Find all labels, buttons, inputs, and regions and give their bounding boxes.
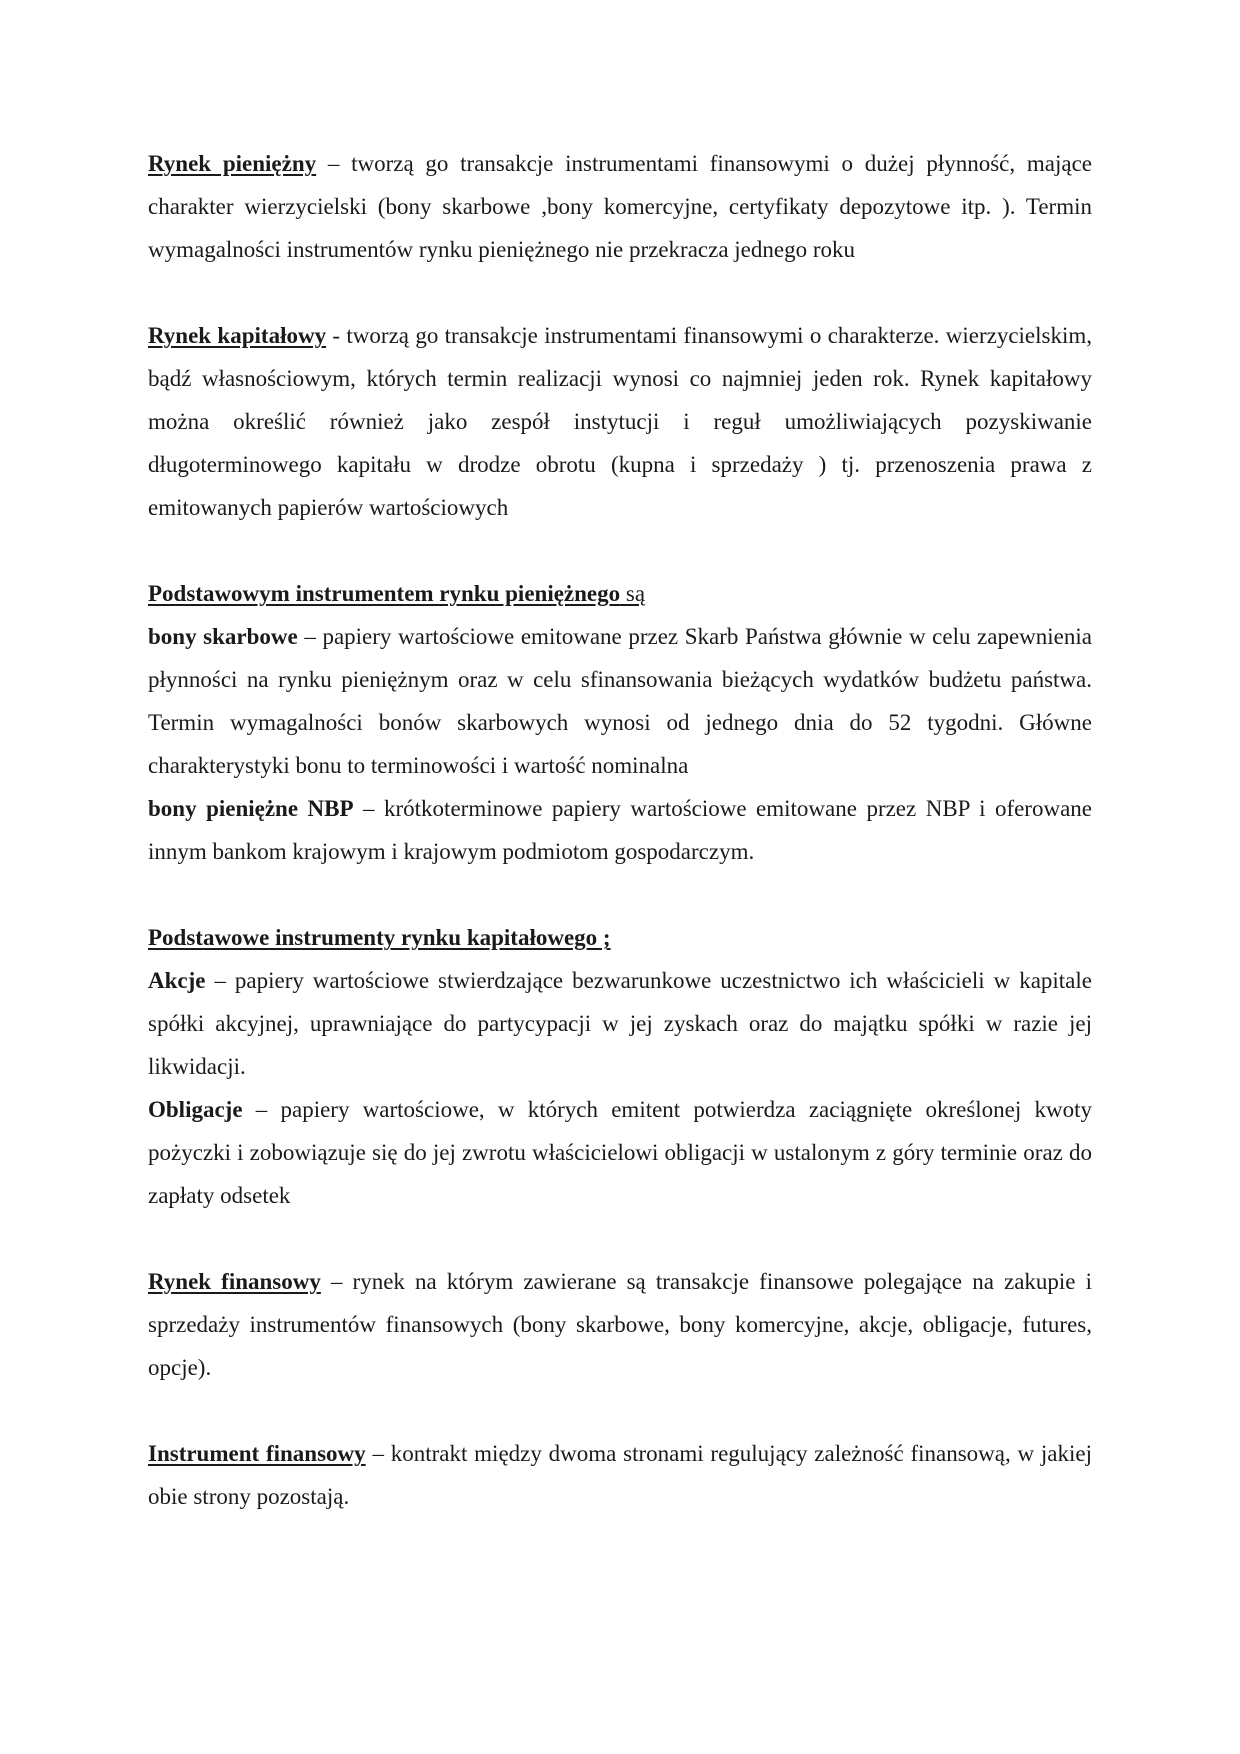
heading-instrumenty-pieniezne-text: Podstawowym instrumentem rynku pieniężnego xyxy=(148,581,621,606)
spacer xyxy=(148,529,1092,572)
paragraph-rynek-pieniezny xyxy=(148,142,1092,271)
paragraph-obligacje xyxy=(148,1088,1092,1217)
term-obligacje: Obligacje xyxy=(148,1097,243,1122)
document-body xyxy=(148,142,1092,1518)
paragraph-instrument-finansowy xyxy=(148,1432,1092,1518)
term-akcje: Akcje xyxy=(148,968,206,993)
term-bony-skarbowe: bony skarbowe xyxy=(148,624,298,649)
definition-bony-skarbowe: – papiery wartościowe emitowane przez Skarb Państwa głównie w celu zapewnienia płynności na rynku pieniężnym oraz w celu sfinansowania bieżących wydatków budżetu państwa. Termin wymagalności bonów skarbowych wynosi od jednego dnia do 52 tygodni. Główne charakterystyki bonu to terminowości i wartość nominalna xyxy=(148,624,1092,778)
term-rynek-kapitalowy: Rynek kapitałowy xyxy=(148,323,327,348)
spacer xyxy=(148,1389,1092,1432)
term-rynek-finansowy: Rynek finansowy xyxy=(148,1269,321,1294)
heading-instrumenty-kapitalowe xyxy=(148,916,1092,959)
spacer xyxy=(148,271,1092,314)
term-bony-nbp: bony pieniężne NBP xyxy=(148,796,354,821)
paragraph-bony-skarbowe xyxy=(148,615,1092,787)
spacer xyxy=(148,873,1092,916)
term-rynek-pieniezny: Rynek pieniężny xyxy=(148,151,317,176)
definition-akcje: – papiery wartościowe stwierdzające bezwarunkowe uczestnictwo ich właścicieli w kapitale spółki akcyjnej, uprawniające do partycypacji w jej zyskach oraz do majątku spółki w razie jej likwidacji. xyxy=(148,968,1092,1079)
spacer xyxy=(148,1217,1092,1260)
heading-instrumenty-pieniezne xyxy=(148,572,1092,615)
paragraph-rynek-kapitalowy xyxy=(148,314,1092,529)
term-instrument-finansowy: Instrument finansowy xyxy=(148,1441,366,1466)
heading-instrumenty-pieniezne-suffix: są xyxy=(620,581,646,606)
paragraph-rynek-finansowy xyxy=(148,1260,1092,1389)
definition-obligacje: – papiery wartościowe, w których emitent potwierdza zaciągnięte określonej kwoty pożyczki i zobowiązuje się do jej zwrotu właścicielowi obligacji w ustalonym z góry terminie oraz do zapłaty odsetek xyxy=(148,1097,1092,1208)
definition-rynek-kapitalowy: - tworzą go transakcje instrumentami finansowymi o charakterze. wierzycielskim, bądź własnościowym, których termin realizacji wynosi co najmniej jeden rok. Rynek kapitałowy można określić również jako zespół instytucji i reguł umożliwiających pozyskiwanie długoterminowego kapitału w drodze obrotu (kupna i sprzedaży ) tj. przenoszenia prawa z emitowanych papierów wartościowych xyxy=(148,323,1093,520)
paragraph-akcje xyxy=(148,959,1092,1088)
paragraph-bony-nbp xyxy=(148,787,1092,873)
definition-rynek-finansowy: – rynek na którym zawierane są transakcje finansowe polegające na zakupie i sprzedaży instrumentów finansowych (bony skarbowe, bony komercyjne, akcje, obligacje, futures, opcje). xyxy=(148,1269,1092,1380)
definition-rynek-pieniezny: – tworzą go transakcje instrumentami finansowymi o dużej płynność, mające charakter wierzycielski (bony skarbowe ,bony komercyjne, certyfikaty depozytowe itp. ). Termin wymagalności instrumentów rynku pieniężnego nie przekracza jednego roku xyxy=(148,151,1092,262)
heading-instrumenty-kapitalowe-text: Podstawowe instrumenty rynku kapitałowego ; xyxy=(148,925,611,950)
definition-instrument-finansowy: – kontrakt między dwoma stronami regulujący zależność finansową, w jakiej obie strony pozostają. xyxy=(148,1441,1092,1509)
definition-bony-nbp: – krótkoterminowe papiery wartościowe emitowane przez NBP i oferowane innym bankom krajowym i krajowym podmiotom gospodarczym. xyxy=(148,796,1092,864)
